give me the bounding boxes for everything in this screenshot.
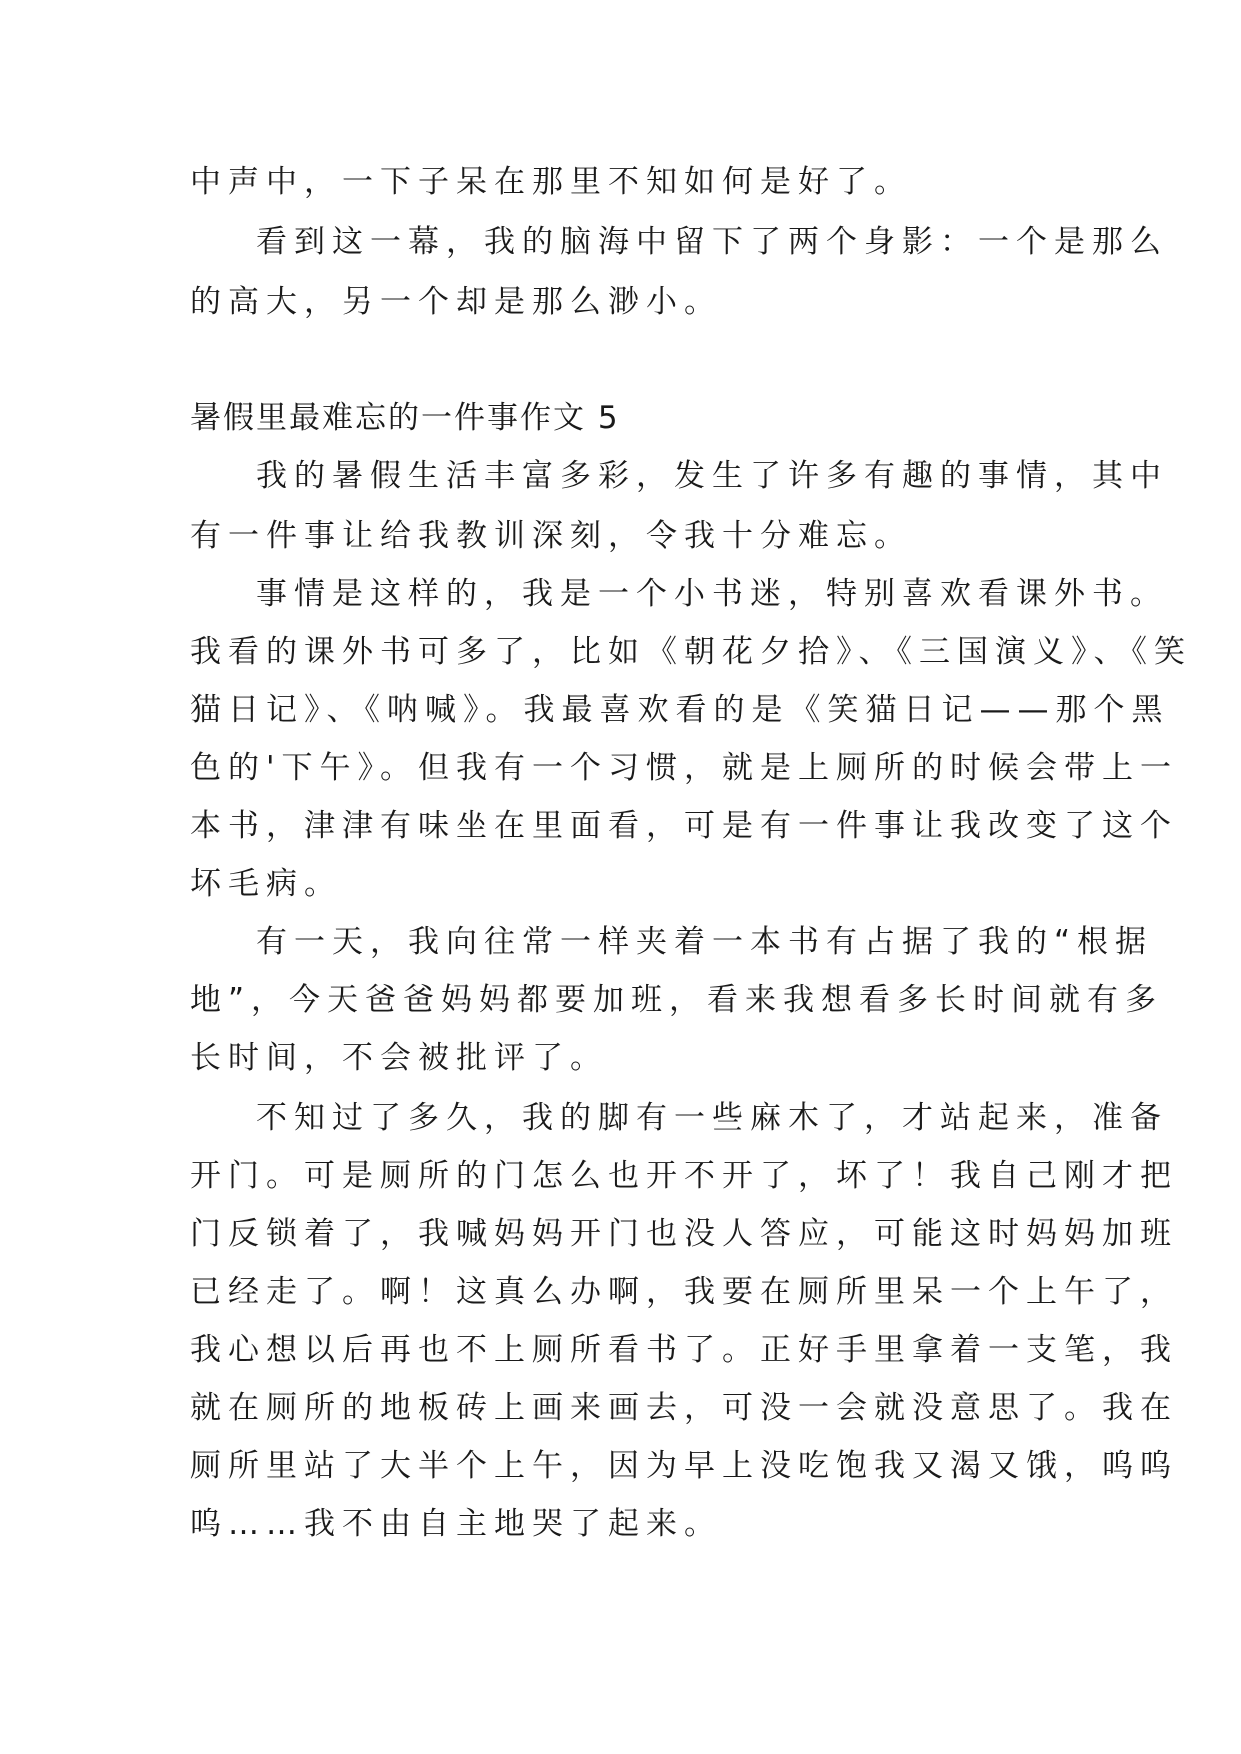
text-line: 看到这一幕，我的脑海中留下了两个身影：一个是那么 (256, 224, 1168, 260)
text-line: 本书，津津有味坐在里面看，可是有一件事让我改变了这个 (190, 808, 1178, 844)
text-line: 我看的课外书可多了，比如《朝花夕拾》、《三国演义》、《笑 (190, 634, 1192, 670)
text-line: 不知过了多久，我的脚有一些麻木了，才站起来，准备 (256, 1100, 1168, 1136)
text-line: 已经走了。啊！这真么办啊，我要在厕所里呆一个上午了， (190, 1274, 1178, 1310)
text-line: 厕所里站了大半个上午，因为早上没吃饱我又渴又饿，呜呜 (190, 1448, 1178, 1484)
text-line: 地”，今天爸爸妈妈都要加班，看来我想看多长时间就有多 (190, 982, 1164, 1018)
text-line: 就在厕所的地板砖上画来画去，可没一会就没意思了。我在 (190, 1390, 1178, 1426)
text-line: 事情是这样的，我是一个小书迷，特别喜欢看课外书。 (256, 576, 1168, 612)
text-line: 色的'下午》。但我有一个习惯，就是上厕所的时候会带上一 (190, 750, 1179, 786)
text-line: 呜……我不由自主地哭了起来。 (190, 1506, 722, 1542)
text-line: 的高大，另一个却是那么渺小。 (190, 284, 722, 320)
text-line: 我的暑假生活丰富多彩，发生了许多有趣的事情，其中 (256, 458, 1168, 494)
section-heading: 暑假里最难忘的一件事作文 5 (190, 400, 620, 436)
text-line: 猫日记》、《呐喊》。我最喜欢看的是《笑猫日记——那个黑 (190, 692, 1170, 728)
text-line: 有一件事让给我教训深刻，令我十分难忘。 (190, 518, 912, 554)
text-line: 坏毛病。 (190, 866, 342, 902)
text-line: 长时间，不会被批评了。 (190, 1040, 608, 1076)
text-line: 开门。可是厕所的门怎么也开不开了，坏了！我自己刚才把 (190, 1158, 1178, 1194)
text-line: 我心想以后再也不上厕所看书了。正好手里拿着一支笔，我 (190, 1332, 1178, 1368)
text-line: 有一天，我向往常一样夹着一本书有占据了我的“根据 (256, 924, 1154, 960)
text-line: 门反锁着了，我喊妈妈开门也没人答应，可能这时妈妈加班 (190, 1216, 1178, 1252)
text-line: 中声中，一下子呆在那里不知如何是好了。 (190, 164, 912, 200)
